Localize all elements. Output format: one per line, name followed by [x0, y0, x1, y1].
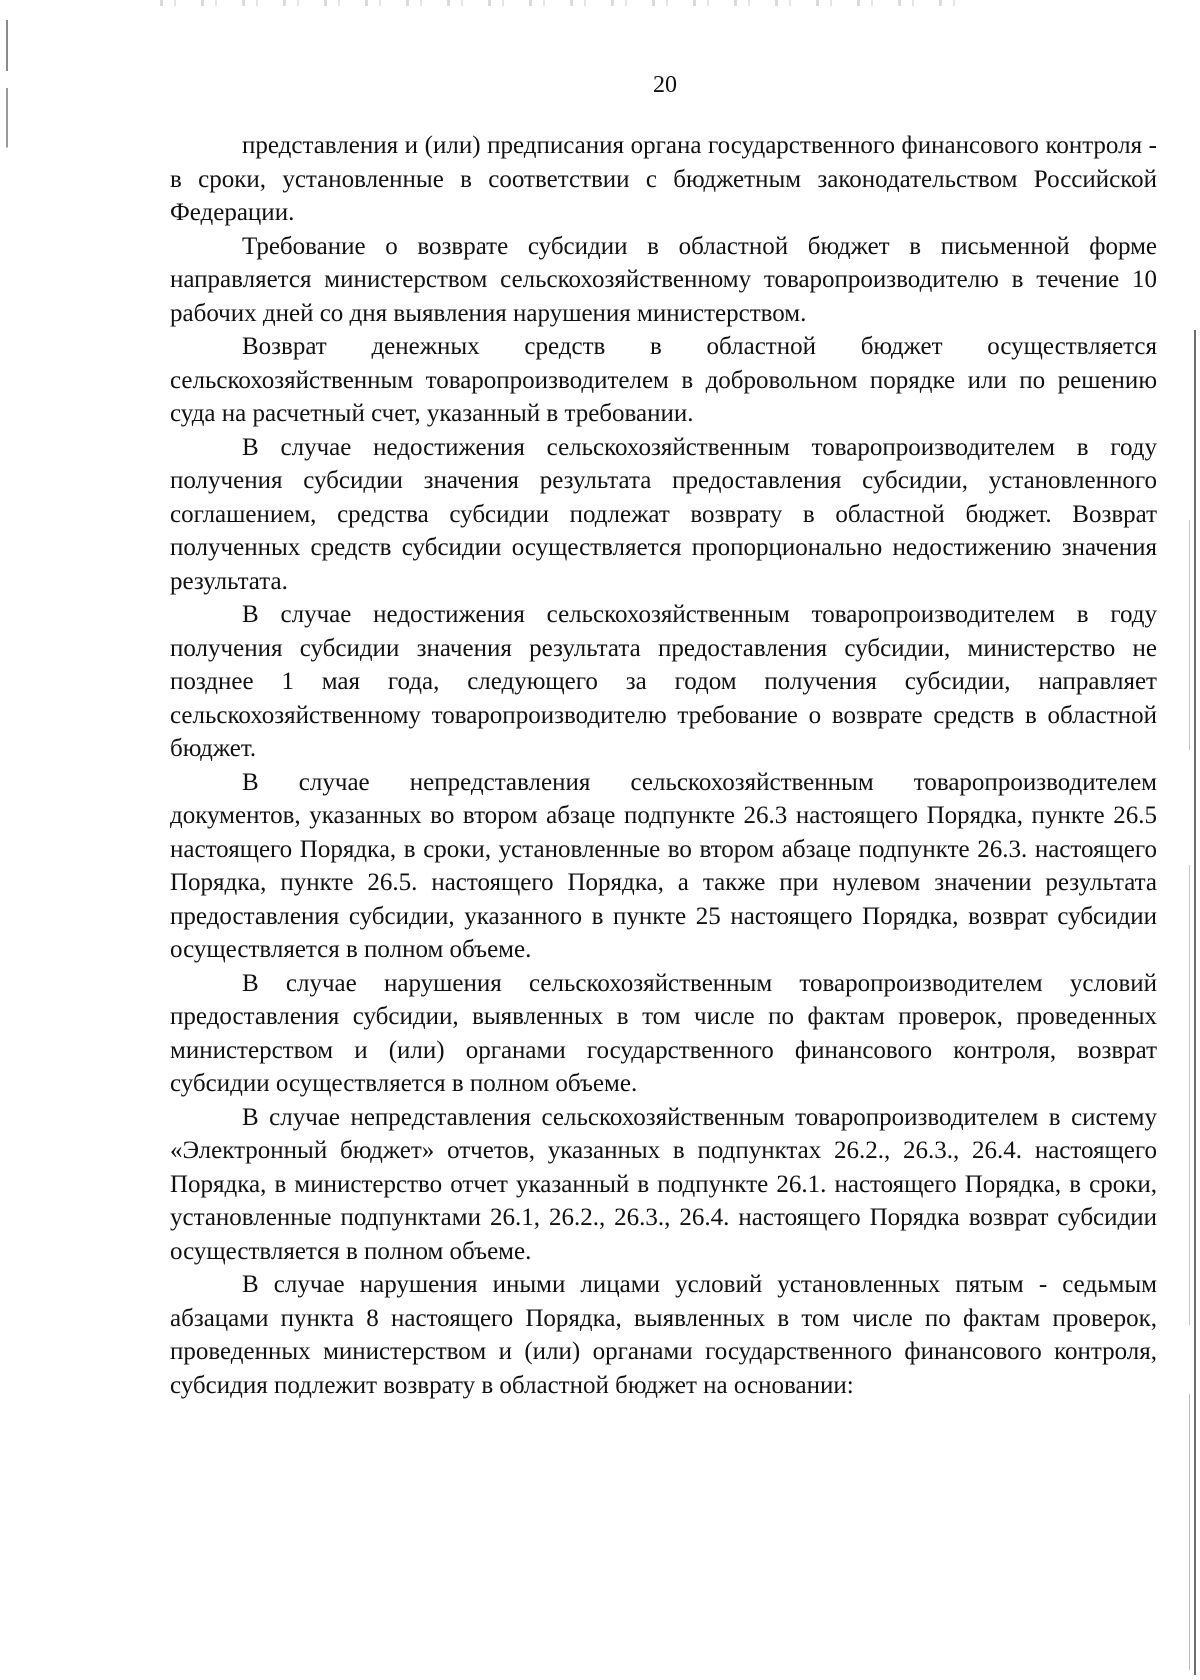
scan-artifact-right-edge-faint: [1189, 520, 1190, 1670]
paragraph-refund-procedure: Возврат денежных средств в областной бюджет осуществляется сельскохозяйственным товаропроизводителем в добровольном порядке или по решению суда на расчетный счет, указанный в требовании.: [170, 333, 1157, 427]
paragraph-conditions-violation: В случае нарушения сельскохозяйственным товаропроизводителем условий предоставления субсидии, выявленных в том числе по фактам проверок, проведенных министерством и (или) органами государственного финансового контроля, возврат субсидии осуществляется в полном объеме.: [170, 969, 1157, 1097]
paragraph-refund-demand: Требование о возврате субсидии в областной бюджет в письменной форме направляется министерством сельскохозяйственному товаропроизводителю в течение 10 рабочих дней со дня выявления нарушения министерством.: [170, 232, 1157, 327]
page-number: 20: [653, 72, 677, 98]
paragraph-missing-reports: В случае непредставления сельскохозяйственным товаропроизводителем в систему «Электронный бюджет» отчетов, указанных в подпунктах 26.2., 26.3., 26.4. настоящего Порядка, в министерство отчет указанный в подпункте 26.1. настоящего Порядка, в сроки, установленные подпунктами 26.1, 26.2., 26.3., 26.4. настоящего Порядка возврат субсидии осуществляется в полном объеме.: [170, 1103, 1157, 1265]
scan-artifact-left-edge: [6, 20, 8, 190]
paragraph-underachievement-deadline: В случае недостижения сельскохозяйственным товаропроизводителем в году получения субсидии значения результата предоставления субсидии, министерство не позднее 1 мая года, следующего за годом получения субсидии, направляет сельскохозяйственному товаропроизводителю требование о возврате средств в областной бюджет.: [170, 601, 1157, 762]
paragraph-continuation: представления и (или) предписания органа государственного финансового контроля - в сроки, установленные в соответствии с бюджетным законодательством Российской Федерации.: [170, 132, 1157, 226]
scan-artifact-top: [160, 0, 980, 6]
paragraph-underachievement-proportional: В случае недостижения сельскохозяйственным товаропроизводителем в году получения субсидии значения результата предоставления субсидии, установленного соглашением, средства субсидии подлежат возврату в областной бюджет. Возврат полученных средств субсидии осуществляется пропорционально недостижению значения результата.: [170, 433, 1157, 595]
paragraph-missing-documents: В случае непредставления сельскохозяйственным товаропроизводителем документов, указанных во втором абзаце подпункте 26.3 настоящего Порядка, пункте 26.5 настоящего Порядка, в сроки, установленные во втором абзаце подпункте 26.3. настоящего Порядка, пункте 26.5. настоящего Порядка, а также при нулевом значении результата предоставления субсидии, указанного в пункте 25 настоящего Порядка, возврат субсидии осуществляется в полном объеме.: [170, 768, 1157, 963]
paragraph-other-persons-violation: В случае нарушения иными лицами условий установленных пятым - седьмым абзацами пункта 8 настоящего Порядка, выявленных в том числе по фактам проверок, проведенных министерством и (или) органами государственного финансового контроля, субсидия подлежит возврату в областной бюджет на основании:: [170, 1271, 1157, 1399]
scan-artifact-right-edge: [1194, 330, 1196, 1675]
document-body: [170, 129, 1157, 1402]
